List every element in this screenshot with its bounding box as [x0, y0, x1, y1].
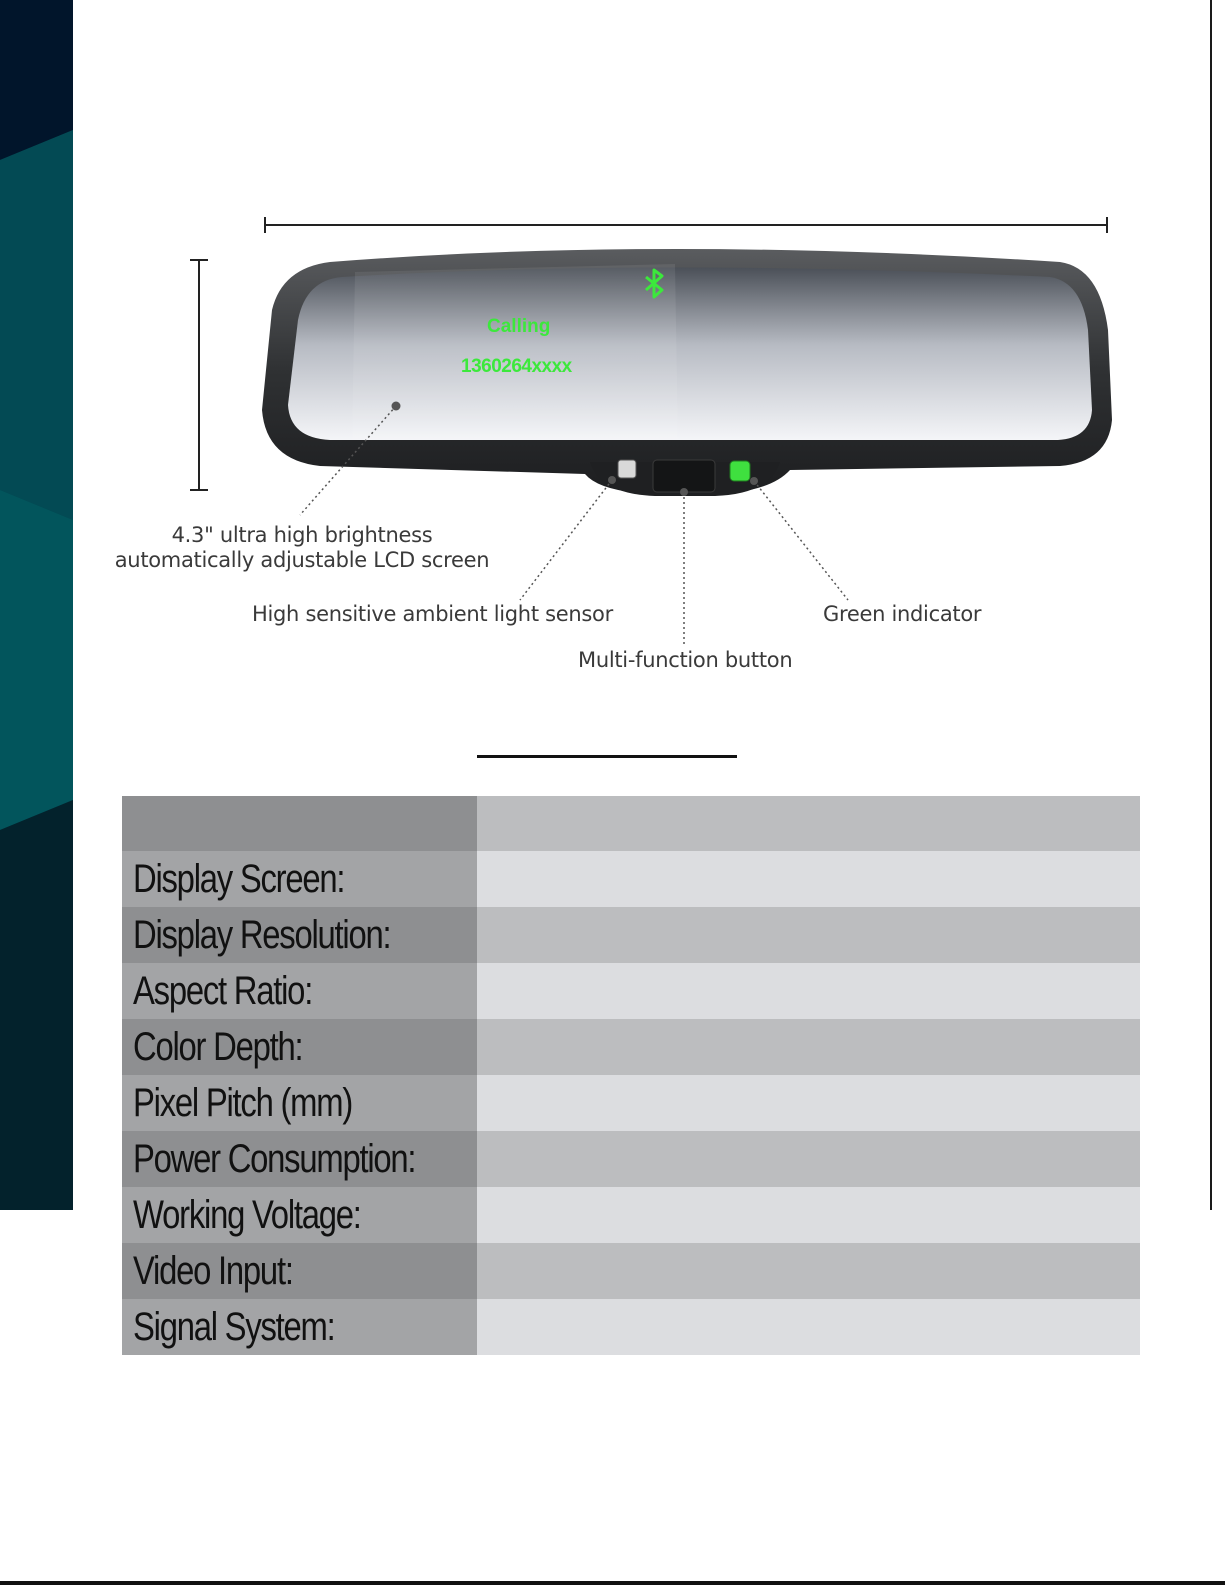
spec-value: [477, 1187, 1140, 1243]
height-dimension-line: [190, 260, 208, 490]
callout-lcd-screen-line2: automatically adjustable LCD screen: [114, 548, 490, 572]
spec-label: Display Resolution:: [122, 907, 477, 963]
callout-multi-function-button: Multi-function button: [578, 648, 793, 672]
spec-header-label: [122, 796, 477, 851]
spec-value: [477, 851, 1140, 907]
spec-label: Working Voltage:: [122, 1187, 477, 1243]
callout-green-indicator: Green indicator: [823, 602, 982, 626]
spec-value: [477, 1243, 1140, 1299]
width-dimension-line: [265, 217, 1107, 233]
spec-header-value: [477, 796, 1140, 851]
spec-row: [122, 1019, 1140, 1075]
spec-row: [122, 1131, 1140, 1187]
spec-value: [477, 963, 1140, 1019]
spec-row: [122, 1243, 1140, 1299]
spec-table: [122, 796, 1140, 1355]
spec-label: Pixel Pitch (mm): [122, 1075, 477, 1131]
spec-label: Display Screen:: [122, 851, 477, 907]
screen-calling-text: Calling: [487, 316, 551, 337]
spec-label: Aspect Ratio:: [122, 963, 477, 1019]
spec-value: [477, 1075, 1140, 1131]
section-divider: [477, 755, 737, 758]
spec-label: Video Input:: [122, 1243, 477, 1299]
screen-phone-number: 1360264xxxx: [461, 356, 572, 377]
callout-lcd-screen: [112, 523, 492, 573]
callout-lcd-screen-line1: 4.3" ultra high brightness: [171, 523, 433, 547]
spec-value: [477, 907, 1140, 963]
spec-row: [122, 907, 1140, 963]
spec-label: Signal System:: [122, 1299, 477, 1355]
spec-label: Color Depth:: [122, 1019, 477, 1075]
spec-row: [122, 1299, 1140, 1355]
spec-row: [122, 1187, 1140, 1243]
spec-value: [477, 1131, 1140, 1187]
callout-light-sensor: High sensitive ambient light sensor: [252, 602, 613, 626]
spec-row: [122, 851, 1140, 907]
rearview-mirror: [262, 249, 1112, 496]
spec-row: [122, 1075, 1140, 1131]
spec-value: [477, 1019, 1140, 1075]
mirror-figure: [0, 0, 1225, 700]
spec-label: Power Consumption:: [122, 1131, 477, 1187]
page-bottom-rule: [0, 1581, 1225, 1585]
spec-row: [122, 963, 1140, 1019]
spec-value: [477, 1299, 1140, 1355]
spec-table-header: [122, 796, 1140, 851]
